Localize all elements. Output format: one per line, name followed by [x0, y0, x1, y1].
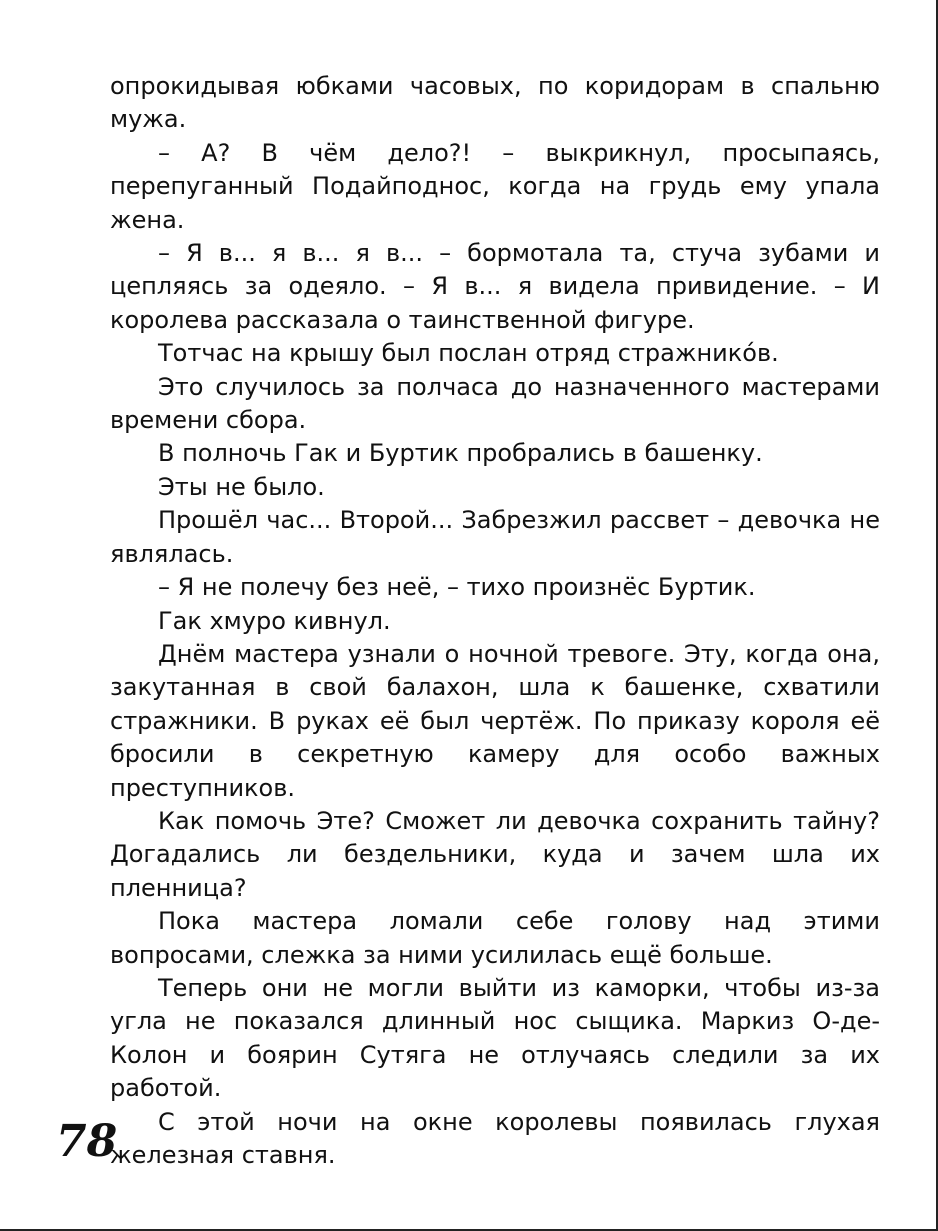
paragraph-9: – Я не полечу без неё, – тихо произнёс Буртик. [158, 573, 756, 602]
paragraph-12: Как помочь Эте? Сможет ли девочка сохранить тайну? Догадались ли бездельники, куда и зачем шла их пленница? [110, 806, 880, 902]
paragraph-14: Теперь они не могли выйти из каморки, чтобы из-за угла не показался длинный нос сыщика. Маркиз О-де-Колон и боярин Сутяга не отлучаясь следили за их работой. [110, 973, 880, 1103]
paragraph-4: Тотчас на крышу был послан отряд стражникóв. [158, 339, 779, 368]
paragraph-5: Это случилось за полчаса до назначенного мастерами времени сбора. [110, 372, 880, 435]
paragraph-13: Пока мастера ломали себе голову над этими вопросами, слежка за ними усилилась ещё больше. [110, 907, 880, 969]
paragraph-1: опрокидывая юбками часовых, по коридорам в спальню мужа. [110, 72, 880, 134]
paragraph-7: Эты не было. [158, 472, 325, 501]
paragraph-15: С этой ночи на окне королевы появилась глухая железная ставня. [110, 1107, 880, 1169]
paragraph-10: Гак хмуро кивнул. [158, 606, 391, 635]
paragraph-2: – А? В чём дело?! – выкрикнул, просыпаясь, перепуганный Подайподнос, когда на грудь ему упала жена. [110, 138, 880, 234]
paragraph-6: В полночь Гак и Буртик пробрались в башенку. [158, 439, 763, 468]
paragraph-8: Прошёл час... Второй... Забрезжил рассвет – девочка не являлась. [110, 506, 880, 568]
page-number: 78 [56, 1116, 118, 1167]
body-text [110, 70, 880, 1172]
paragraph-11: Днём мастера узнали о ночной тревоге. Эту, когда она, закутанная в свой балахон, шла к башенке, схватили стражники. В руках её был чертёж. По приказу короля её бросили в секретную камеру для особо важных преступников. [110, 639, 880, 802]
paragraph-3: – Я в... я в... я в... – бормотала та, стуча зубами и цепляясь за одеяло. – Я в... я видела привидение. – И королева рассказала о таинственной фигуре. [110, 239, 880, 334]
